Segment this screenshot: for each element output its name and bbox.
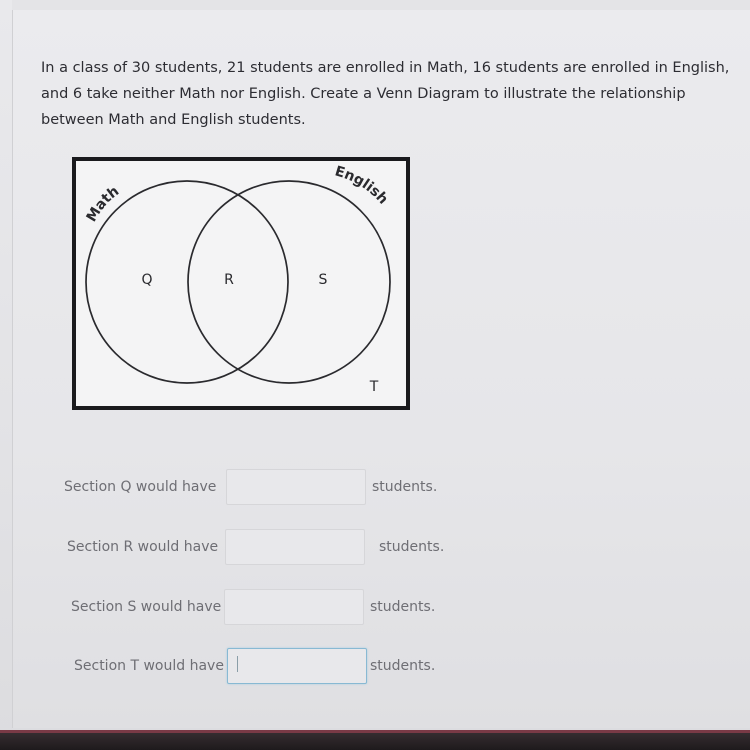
section-t-input-wrapper bbox=[227, 648, 367, 684]
section-t-input[interactable] bbox=[227, 648, 367, 684]
answer-label-s: Section S would have bbox=[71, 599, 222, 615]
answer-label-q: Section Q would have bbox=[64, 479, 217, 495]
answer-label-t: Section T would have bbox=[74, 658, 224, 674]
section-r-input[interactable] bbox=[225, 529, 365, 565]
answer-suffix-r: students. bbox=[379, 539, 445, 555]
venn-region-t: T bbox=[369, 379, 379, 395]
answer-row-t bbox=[0, 648, 750, 686]
venn-english-label: English bbox=[333, 163, 391, 208]
venn-region-q: Q bbox=[141, 272, 153, 288]
answer-label-r: Section R would have bbox=[67, 539, 219, 555]
answer-suffix-t: students. bbox=[370, 658, 436, 674]
venn-diagram bbox=[72, 157, 412, 411]
monitor-bezel bbox=[0, 730, 750, 750]
answer-row-s bbox=[0, 589, 750, 627]
venn-region-r: R bbox=[224, 272, 234, 288]
venn-math-label: Math bbox=[83, 183, 123, 225]
answer-suffix-q: students. bbox=[372, 479, 438, 495]
text-cursor bbox=[237, 656, 238, 672]
venn-region-s: S bbox=[318, 272, 328, 288]
answer-row-q bbox=[0, 469, 750, 507]
section-s-input[interactable] bbox=[224, 589, 364, 625]
answer-row-r bbox=[0, 529, 750, 567]
question-text: In a class of 30 students, 21 students are enrolled in Math, 16 students are enrolled in English, and 6 take neither Math nor English. Create a Venn Diagram to illustrate the relationship between Math and English students. bbox=[41, 60, 730, 128]
answer-suffix-s: students. bbox=[370, 599, 436, 615]
section-q-input[interactable] bbox=[226, 469, 366, 505]
